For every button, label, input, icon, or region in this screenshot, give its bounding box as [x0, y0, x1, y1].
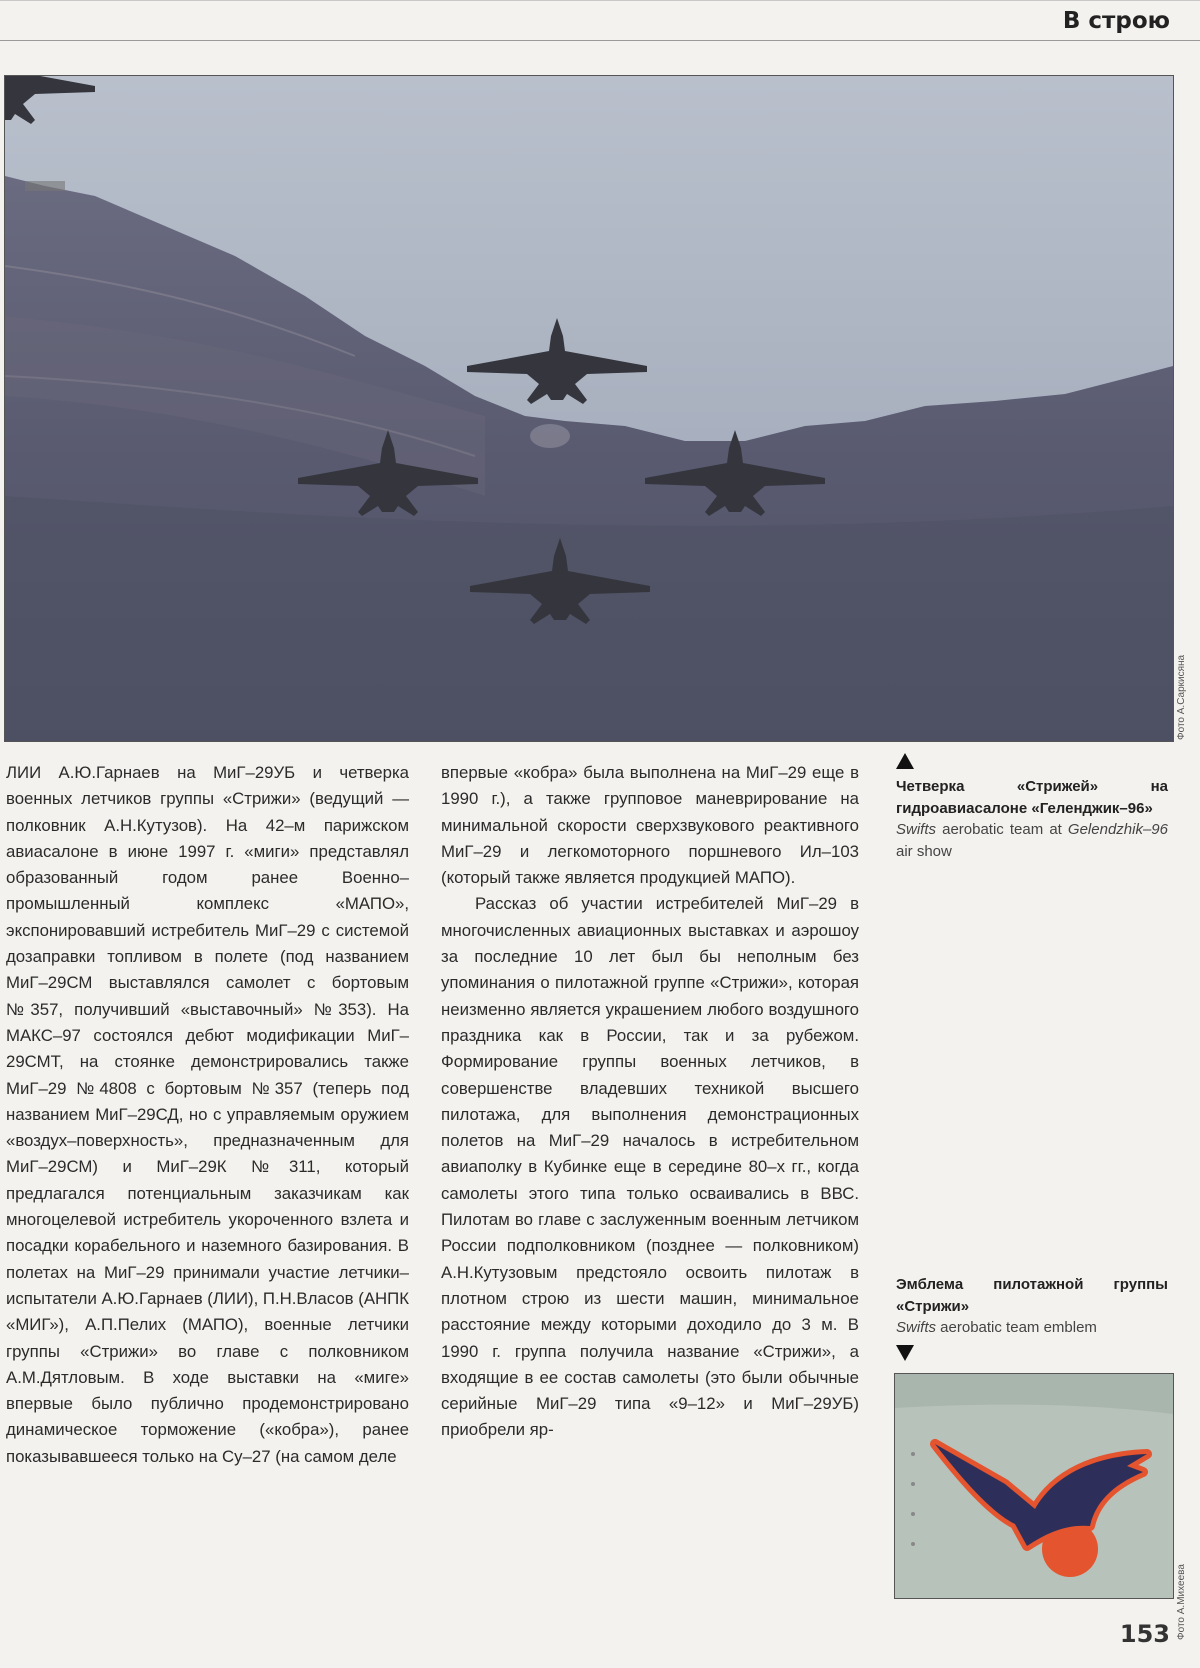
caption-emblem-ru: Эмблема пилотажной группы «Стрижи» [896, 1276, 1168, 1315]
caption-emblem [896, 1274, 1168, 1339]
section-title: В строю [1062, 8, 1170, 34]
swift-emblem-graphic [895, 1374, 1173, 1598]
caption-up-arrow-icon [896, 753, 914, 769]
caption-formation-en-part1: Swifts [896, 821, 937, 838]
main-photo-formation [4, 75, 1174, 742]
page-number: 153 [1119, 1620, 1170, 1648]
formation-photo-graphic [5, 76, 1173, 741]
caption-formation-en-part2: aerobatic team at [936, 821, 1068, 838]
caption-formation-en-part4: air show [896, 842, 952, 860]
caption-formation-ru: Четверка «Стрижей» на гидроавиасалоне «Геленджик–96» [896, 778, 1168, 817]
header-rule [0, 40, 1200, 41]
emblem-photo [894, 1373, 1174, 1599]
caption-emblem-en [896, 1317, 1168, 1339]
col1-paragraph-1: ЛИИ А.Ю.Гарнаев на МиГ–29УБ и четверка военных летчиков группы «Стрижи» (ведущий — полковник А.Н.Кутузов). На 42–м парижском авиасалоне в июне 1997 г. «миги» представлял образованный годом ранее Военно–промышленный комплекс «МАПО», экспонировавший истребитель МиГ–29 с системой дозаправки топливом в полете (под названием МиГ–29СМ выставлялся самолет с бортовым №357, получивший «выставочный» №353). На МАКС–97 состоялся дебют модификации МиГ–29СМТ, на стоянке демонстрировались также МиГ–29 №4808 с бортовым №357 (теперь под названием МиГ–29СД, но с управляемым оружием «воздух–поверхность», предназначенным для МиГ–29СМ) и МиГ–29К №311, который предлагался потенциальным заказчикам как многоцелевой истребитель укороченного взлета и посадки корабельного и наземного базирования. В полетах на МиГ–29 принимали участие летчики–испытатели А.Ю.Гарнаев (ЛИИ), П.Н.Власов (АНПК «МИГ»), А.П.Пелих (МАПО), военные летчики группы «Стрижи» во главе с полковником А.М.Дятловым. В ходе выставки на «миге» впервые было публично продемонстрировано динамическое торможение («кобра»), ранее показывавшееся только на Су–27 (на самом деле [6, 763, 409, 1466]
caption-formation-en [896, 819, 1168, 862]
col2-paragraph-1: впервые «кобра» была выполнена на МиГ–29 еще в 1990 г.), а также групповое маневрирование на минимальной скорости сверхзвукового реактивного МиГ–29 и легкомоторного поршневого Ил–103 (который также является продукцией МАПО). [441, 763, 859, 888]
photo-credit-emblem: Фото А.Михеева [1176, 1564, 1187, 1640]
caption-emblem-en-part1: Swifts [896, 1319, 937, 1336]
text-column-1 [6, 760, 409, 1470]
top-line [0, 0, 1200, 1]
text-column-2 [441, 760, 859, 1444]
caption-formation [896, 776, 1168, 862]
caption-formation-en-part3: Gelendzhik–96 [1067, 821, 1168, 838]
col2-paragraph-2: Рассказ об участии истребителей МиГ–29 в многочисленных авиационных выставках и аэрошоу за последние 10 лет был бы неполным без упоминания о пилотажной группе «Стрижи», которая неизменно является украшением любого воздушного праздника как в России, так и за рубежом. Формирование группы военных летчиков, в совершенстве владевших техникой высшего пилотажа, для выполнения демонстрационных полетов на МиГ–29 началось в истребительном авиаполку в Кубинке еще в середине 80–х гг., когда самолеты этого типа только осваивались в ВВС. Пилотам во главе с заслуженным военным летчиком России подполковником (позднее — полковником) А.Н.Кутузовым предстояло освоить пилотаж в плотном строю из шести машин, минимальное расстояние между которыми доходило до 3 м. В 1990 г. группа получила название «Стрижи», а входящие в ее состав самолеты (это были обычные серийные МиГ–29 типа «9–12» и МиГ–29УБ) приобрели яр- [441, 894, 859, 1440]
photo-credit-main: Фото А.Саркисяна [1176, 654, 1187, 740]
caption-down-arrow-icon [896, 1345, 914, 1361]
caption-emblem-en-part2: aerobatic team emblem [936, 1319, 1097, 1336]
